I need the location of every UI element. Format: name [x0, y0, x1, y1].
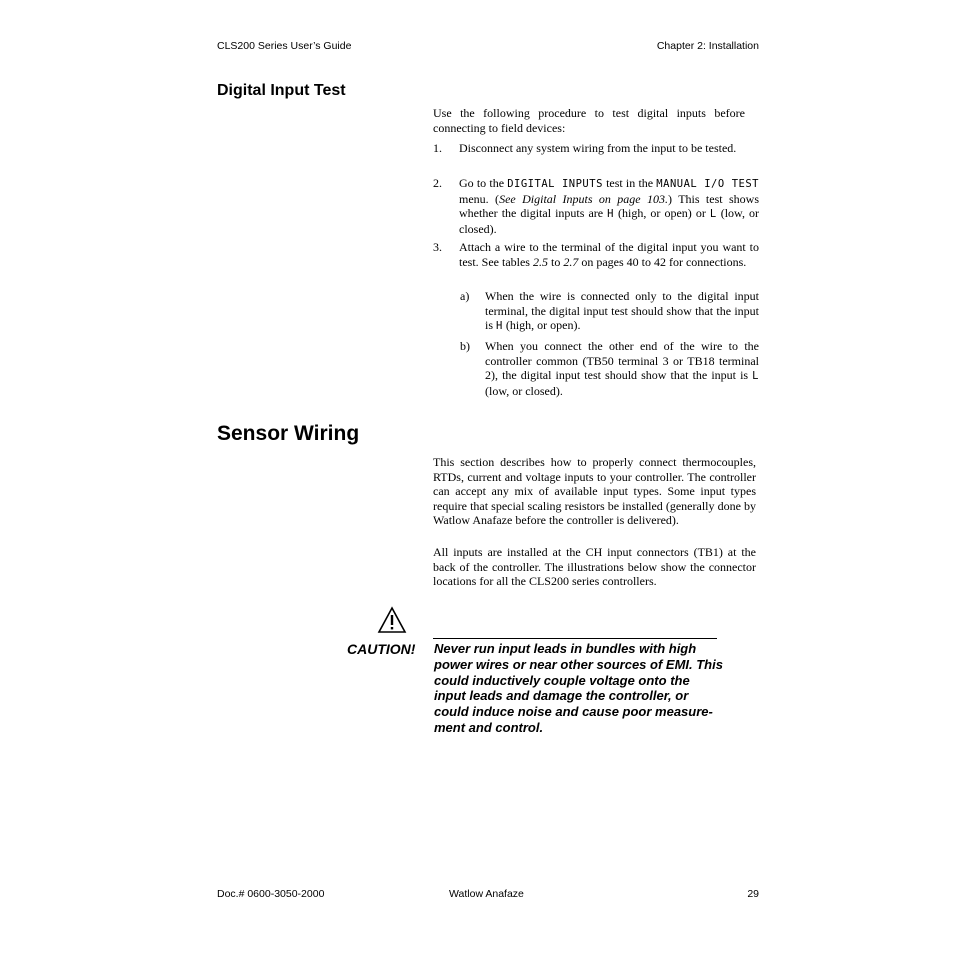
- substep-text: When you connect the other end of the wire to the controller common (TB50 terminal 3 or TB18 terminal 2), the digital input test should show that the input is L (low, or closed).: [485, 339, 759, 398]
- step-text: Disconnect any system wiring from the input to be tested.: [459, 141, 737, 155]
- header-doc-title: CLS200 Series User’s Guide: [217, 40, 352, 52]
- caution-text: Never run input leads in bundles with high power wires or near other sources of EMI. This could inductively couple voltage onto the input leads and damage the controller, or could induce noise and cause poor measurement and control.: [434, 641, 723, 735]
- header-chapter: Chapter 2: Installation: [656, 40, 759, 52]
- code-text: L: [709, 208, 717, 220]
- code-text: H: [607, 208, 614, 220]
- step-number: 3.: [433, 240, 442, 254]
- code-text: DIGITAL INPUTS: [507, 178, 603, 190]
- step-number: 1.: [433, 141, 442, 155]
- page-number: 29: [747, 888, 759, 900]
- section-heading-digital-input-test: Digital Input Test: [217, 82, 346, 99]
- caution-label: CAUTION!: [347, 641, 416, 657]
- footer-company: Watlow Anafaze: [449, 888, 524, 900]
- code-text: MANUAL I/O TEST: [656, 178, 759, 190]
- warning-triangle-icon: [377, 606, 407, 634]
- footer-doc-number: Doc.# 0600-3050-2000: [217, 888, 325, 900]
- section-heading-sensor-wiring: Sensor Wiring: [217, 422, 360, 445]
- caution-rule: [433, 638, 717, 639]
- code-text: L: [752, 370, 759, 382]
- step-text: Go to the DIGITAL INPUTS test in the MANUAL I/O TEST menu. (See Digital Inputs on page 103.) This test shows whether the digital inputs are H (high, or open) or L (low, or closed).: [459, 176, 760, 236]
- substep-text: When the wire is connected only to the digital input terminal, the digital input test should show that the input is H (high, or open).: [485, 289, 759, 332]
- intro-paragraph: Use the following procedure to test digital inputs before connecting to field devices:: [433, 106, 745, 135]
- step-text: Attach a wire to the terminal of the digital input you want to test. See tables 2.5 to 2.7 on pages 40 to 42 for connections.: [459, 240, 759, 269]
- cross-reference: See Digital Inputs on page 103.: [499, 191, 669, 206]
- sensor-wiring-paragraph-2: All inputs are installed at the CH input connectors (TB1) at the back of the controller. The illustrations below show the connector locations for all the CLS200 series controllers.: [433, 545, 756, 588]
- substep-letter: a): [460, 289, 470, 303]
- substep-letter: b): [460, 339, 470, 353]
- step-number: 2.: [433, 176, 442, 190]
- sensor-wiring-paragraph-1: This section describes how to properly connect thermocouples, RTDs, current and voltage inputs to your controller. The controller can accept any mix of available input types. Some input types require that special scaling resistors be installed (generally done by Watlow Anafaze before the controller is delivered).: [433, 455, 756, 527]
- code-text: H: [496, 320, 503, 332]
